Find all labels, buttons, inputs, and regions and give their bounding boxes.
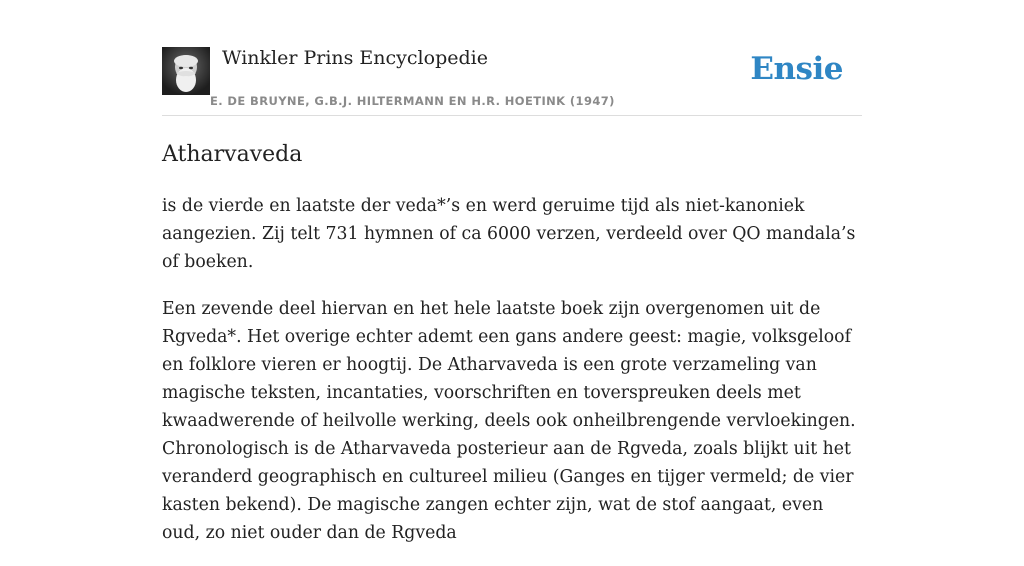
author-avatar [162, 47, 210, 95]
entry-paragraph: Een zevende deel hiervan en het hele laatste boek zijn overgenomen uit de Rgveda*. Het overige echter ademt een gans andere geest: magie, volksgeloof en folklore vieren er hoogtij. De Atharvaveda is een grote verzameling van magische teksten, incantaties, voorschriften en toverspreuken deels met kwaadwerende of heilvolle werking, deels ook onheilbrengende vervloekingen. Chronologisch is de Atharvaveda posterieur aan de Rgveda, zoals blijkt uit het veranderd geographisch en cultureel milieu (Ganges en tijger vermeld; de vier kasten bekend). De magische zangen echter zijn, wat de stof aangaat, even oud, zo niet ouder dan de Rgveda [162, 299, 856, 543]
source-title[interactable]: Winkler Prins Encyclopedie [222, 47, 488, 69]
portrait-photo-icon [162, 47, 210, 95]
entry-paragraph: is de vierde en laatste der veda*’s en werd geruime tijd als niet-kanoniek aangezien. Zij telt 731 hymnen of ca 6000 verzen, verdeeld over QO mandala’s of boeken. [162, 196, 856, 272]
entry-title: Atharvaveda [162, 142, 303, 167]
brand-logo[interactable]: Ensie [750, 51, 843, 87]
entry-body [162, 192, 862, 566]
page-container [162, 0, 862, 543]
source-header [162, 0, 862, 116]
source-authors: E. DE BRUYNE, G.B.J. HILTERMANN EN H.R. HOETINK (1947) [210, 94, 615, 108]
